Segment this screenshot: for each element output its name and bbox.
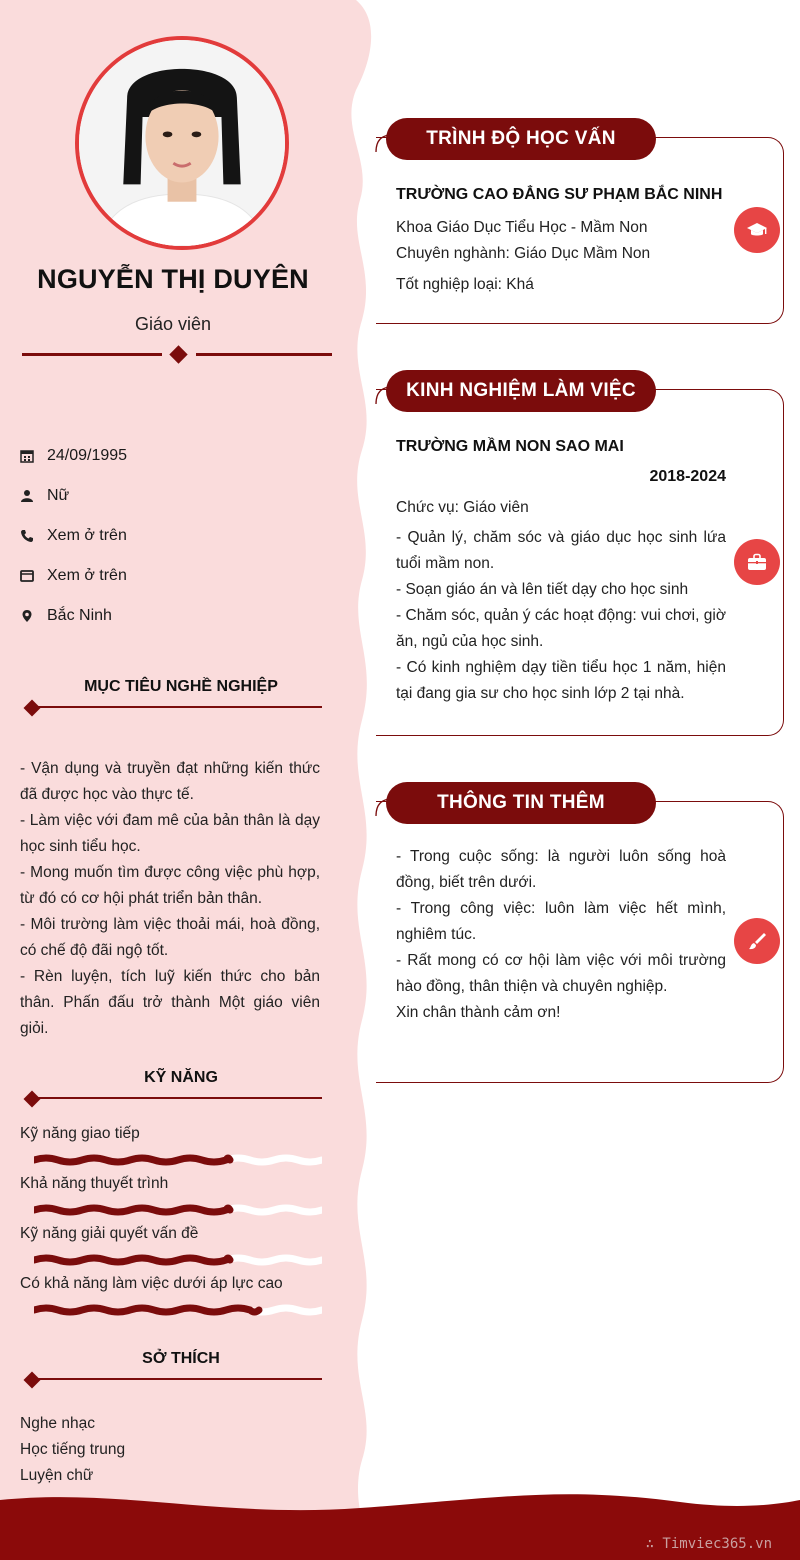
objective-text	[20, 756, 320, 1042]
education-content	[396, 183, 726, 298]
experience-period: 2018-2024	[649, 468, 726, 485]
education-school: TRƯỜNG CAO ĐẲNG SƯ PHẠM BẮC NINH	[396, 186, 723, 203]
experience-duty: - Có kinh nghiệm dạy tiền tiểu học 1 năm, hiện tại đang gia sư cho học sinh lớp 2 tại nhà.	[396, 659, 726, 702]
contact-location-text: Bắc Ninh	[47, 607, 112, 624]
objective-line: - Môi trường làm việc thoải mái, hoà đồng, có chế độ đãi ngộ tốt.	[20, 916, 320, 959]
candidate-name: NGUYỄN THỊ DUYÊN	[37, 264, 309, 294]
hobbies-title: SỞ THÍCH	[142, 1350, 220, 1367]
extra-line: - Trong công việc: luôn làm việc hết mình, nghiêm túc.	[396, 900, 726, 943]
contact-phone-text: Xem ở trên	[47, 527, 127, 544]
objective-line: - Mong muốn tìm được công việc phù hợp, từ đó có cơ hội phát triển bản thân.	[20, 864, 320, 907]
experience-content	[396, 435, 726, 707]
hobby-item: Nghe nhạc	[20, 1415, 95, 1432]
education-grade: Tốt nghiệp loại: Khá	[396, 276, 534, 293]
skill-bar-fill	[34, 1208, 230, 1212]
experience-duty: - Soạn giáo án và lên tiết dạy cho học sinh	[396, 581, 689, 598]
education-faculty: Khoa Giáo Dục Tiểu Học - Mầm Non	[396, 219, 648, 236]
extra-line: - Trong cuộc sống: là người luôn sống hoà đồng, biết trên dưới.	[396, 848, 726, 891]
candidate-role: Giáo viên	[134, 314, 212, 334]
hobby-item: Học tiếng trung	[20, 1441, 126, 1458]
profile-photo	[75, 36, 289, 250]
paintbrush-icon	[734, 918, 780, 964]
extra-title: THÔNG TIN THÊM	[386, 782, 656, 824]
skill-bar-fill	[34, 1258, 230, 1262]
contact-birthday-text: 24/09/1995	[47, 447, 128, 464]
skills-list	[20, 1122, 330, 1322]
experience-duty: - Quản lý, chăm sóc và giáo dục học sinh lứa tuổi mầm non.	[396, 529, 726, 572]
objective-line: - Làm việc với đam mê của bản thân là dạy học sinh tiểu học.	[20, 812, 320, 855]
skill-bar-fill	[34, 1308, 259, 1312]
location-icon	[20, 608, 47, 624]
skill-bar	[34, 1154, 322, 1166]
contact-gender-text: Nữ	[47, 487, 70, 504]
watermark: ∴ Timviec365.vn	[645, 1536, 772, 1552]
experience-position: Chức vụ: Giáo viên	[396, 499, 529, 516]
skill-bar	[34, 1204, 322, 1216]
skills-heading	[20, 1069, 322, 1099]
objective-title: MỤC TIÊU NGHỀ NGHIỆP	[84, 678, 278, 695]
contact-gender	[20, 476, 340, 516]
contact-location	[20, 596, 340, 636]
skill-item	[20, 1172, 330, 1222]
hobbies-heading	[20, 1350, 322, 1380]
experience-duties	[396, 525, 726, 707]
skill-bar	[34, 1304, 322, 1316]
skill-bar	[34, 1254, 322, 1266]
skill-item	[20, 1222, 330, 1272]
skill-name: Kỹ năng giao tiếp	[20, 1125, 140, 1142]
experience-duty: - Chăm sóc, quản ý các hoạt động: vui chơi, giờ ăn, ngủ của học sinh.	[396, 607, 726, 650]
briefcase-icon	[734, 539, 780, 585]
contact-email[interactable]	[20, 556, 340, 596]
contact-list	[20, 436, 340, 636]
objective-line: - Rèn luyện, tích luỹ kiến thức cho bản thân. Phấn đấu trở thành Một giáo viên giỏi.	[20, 968, 320, 1037]
skill-name: Khả năng thuyết trình	[20, 1175, 169, 1192]
objective-heading	[20, 678, 322, 708]
objective-line: - Vận dụng và truyền đạt những kiến thức đã được học vào thực tế.	[20, 760, 320, 803]
contact-birthday	[20, 436, 340, 476]
experience-title: KINH NGHIỆM LÀM VIỆC	[386, 370, 656, 412]
extra-line: - Rất mong có cơ hội làm việc với môi trường hào đồng, thân thiện và chuyên nghiệp.	[396, 952, 726, 995]
skill-item	[20, 1122, 330, 1172]
contact-email-text: Xem ở trên	[47, 567, 127, 584]
experience-org: TRƯỜNG MẦM NON SAO MAI	[396, 438, 624, 455]
user-icon	[20, 488, 47, 504]
skill-name: Kỹ năng giải quyết vấn đề	[20, 1225, 199, 1242]
skills-title: KỸ NĂNG	[144, 1069, 218, 1086]
calendar-icon	[20, 448, 47, 464]
hobbies-list	[20, 1411, 125, 1489]
extra-line: Xin chân thành cảm ơn!	[396, 1004, 561, 1021]
education-title: TRÌNH ĐỘ HỌC VẤN	[386, 118, 656, 160]
hobby-item: Luyện chữ	[20, 1467, 94, 1484]
email-icon	[20, 568, 47, 584]
name-divider	[22, 345, 332, 365]
graduation-cap-icon	[734, 207, 780, 253]
skill-item	[20, 1272, 330, 1322]
phone-icon	[20, 528, 47, 544]
extra-content	[396, 844, 726, 1026]
skill-bar-fill	[34, 1158, 230, 1162]
skill-name: Có khả năng làm việc dưới áp lực cao	[20, 1275, 283, 1292]
education-major: Chuyên nghành: Giáo Dục Mầm Non	[396, 245, 651, 262]
contact-phone[interactable]	[20, 516, 340, 556]
